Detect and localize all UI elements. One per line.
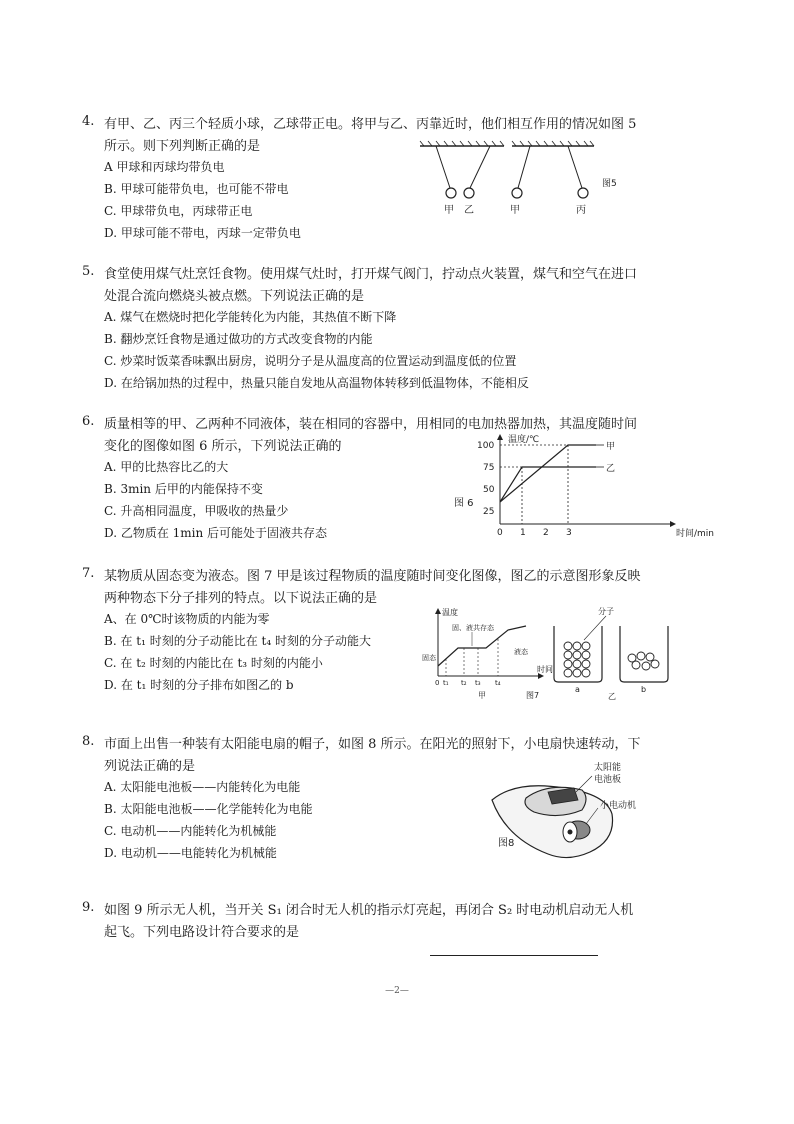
graph6-xtick-3: 3: [566, 528, 572, 537]
question-5-number: 5.: [82, 264, 95, 279]
question-9-line2: 起飞。下列电路设计符合要求的是: [104, 925, 300, 940]
graph7-xlabel: 时间: [537, 665, 553, 674]
graph7-t2: t₂: [461, 679, 467, 687]
question-7-line2: 两种物态下分子排列的特点。以下说法正确的是: [104, 591, 378, 606]
figure-8-label: 图8: [498, 838, 515, 849]
figure-6-temperature-graph: [450, 432, 730, 537]
question-5-option-a: A. 煤气在燃烧时把化学能转化为内能，其热值不断下降: [104, 310, 397, 324]
question-4-option-b: B. 甲球可能带负电，也可能不带电: [104, 182, 289, 196]
question-8-number: 8.: [82, 734, 95, 749]
question-6-line2: 变化的图像如图 6 所示，下列说法正确的: [104, 439, 342, 454]
figure-7-heating-curve: [422, 604, 562, 700]
question-6-option-b: B. 3min 后甲的内能保持不变: [104, 482, 263, 496]
figure-9-placeholder-line: [430, 955, 598, 956]
question-4-option-a: A 甲球和丙球均带负电: [104, 160, 225, 174]
ball-label-jia-1: 甲: [444, 205, 454, 216]
ball-yi-left: [464, 188, 474, 198]
question-8-option-c: C. 电动机——内能转化为机械能: [104, 824, 277, 838]
question-4-number: 4.: [82, 114, 95, 129]
ball-label-jia-2: 甲: [510, 205, 520, 216]
graph6-series-yi: 乙: [606, 464, 616, 474]
graph6-ytick-75: 75: [483, 463, 495, 473]
question-5-option-b: B. 翻炒烹饪食物是通过做功的方式改变食物的内能: [104, 332, 373, 346]
question-7-line1: 某物质从固态变为液态。图 7 甲是该过程物质的温度随时间变化图像，图乙的示意图形象反映: [104, 569, 641, 584]
question-6-line1: 质量相等的甲、乙两种不同液体，装在相同的容器中，用相同的电加热器加热，其温度随时间: [104, 417, 638, 432]
ball-bing-right: [578, 188, 588, 198]
question-7-option-a: A、在 0℃时该物质的内能为零: [104, 612, 270, 626]
graph7-curve: [438, 626, 526, 666]
question-9-number: 9.: [82, 900, 95, 915]
question-5-line2: 处混合流向燃烧头被点燃。下列说法正确的是: [104, 289, 365, 304]
graph6-ytick-100: 100: [477, 441, 495, 451]
figure-5-pendulums: [418, 140, 638, 220]
graph6-xtick-1: 1: [520, 528, 526, 537]
question-5-option-d: D. 在给锅加热的过程中，热量只能自发地从高温物体转移到低温物体，不能相反: [104, 376, 529, 390]
graph6-series-jia: 甲: [606, 442, 616, 452]
question-8-option-d: D. 电动机——电能转化为机械能: [104, 846, 277, 860]
question-8-option-b: B. 太阳能电池板——化学能转化为电能: [104, 802, 313, 816]
graph7-solid-label: 固态: [422, 654, 436, 662]
question-7-option-d: D. 在 t₁ 时刻的分子排布如图乙的 b: [104, 678, 294, 692]
solar-panel-label-1: 太阳能: [594, 763, 622, 773]
graph7-t4: t₄: [495, 679, 501, 687]
graph7-mixed-label: 固、液共存态: [452, 624, 494, 632]
question-7-option-b: B. 在 t₁ 时刻的分子动能比在 t₄ 时刻的分子动能大: [104, 634, 371, 648]
graph6-ylabel: 温度/℃: [508, 435, 540, 445]
motor-label: 小电动机: [600, 801, 637, 811]
graph7-liquid-label: 液态: [514, 648, 528, 656]
ball-label-bing: 丙: [576, 205, 586, 216]
beaker-b-label: b: [641, 685, 647, 694]
question-6-number: 6.: [82, 414, 95, 429]
figure-5-label: 图5: [602, 179, 617, 189]
graph6-ytick-25: 25: [483, 507, 495, 517]
graph7-origin: 0: [435, 679, 440, 687]
figure-7-label: 图7: [526, 691, 540, 700]
question-4-option-c: C. 甲球带负电，丙球带正电: [104, 204, 253, 218]
question-8-line1: 市面上出售一种装有太阳能电扇的帽子，如图 8 所示。在阳光的照射下，小电扇快速转动，下: [104, 737, 641, 752]
question-7-number: 7.: [82, 566, 95, 581]
question-4-option-d: D. 甲球可能不带电，丙球一定带负电: [104, 226, 301, 240]
question-6-option-d: D. 乙物质在 1min 后可能处于固液共存态: [104, 526, 328, 540]
graph6-line-jia: [500, 445, 596, 502]
graph7-ylabel: 温度: [442, 608, 458, 617]
figure-6-label: 图 6: [454, 498, 474, 509]
question-4-line1: 有甲、乙、丙三个轻质小球，乙球带正电。将甲与乙、丙靠近时，他们相互作用的情况如图 5: [104, 117, 637, 132]
ball-label-yi: 乙: [464, 205, 474, 216]
question-5-line1: 食堂使用煤气灶烹饪食物。使用煤气灶时，打开煤气阀门，拧动点火装置，煤气和空气在进口: [104, 267, 638, 282]
page-number: —2—: [385, 986, 409, 996]
ball-jia-right: [512, 188, 522, 198]
question-9-line1: 如图 9 所示无人机，当开关 S₁ 闭合时无人机的指示灯亮起，再闭合 S₂ 时电动机启动无人机: [104, 903, 634, 918]
graph7-t3: t₃: [475, 679, 481, 687]
graph6-ytick-50: 50: [483, 485, 495, 495]
question-6-option-a: A. 甲的比热容比乙的大: [104, 460, 229, 474]
question-8-line2: 列说法正确的是: [104, 759, 196, 774]
figure-8-solar-hat: [486, 758, 662, 864]
beaker-a-label: a: [575, 685, 580, 694]
question-4-line2: 所示。则下列判断正确的是: [104, 139, 261, 154]
graph6-line-yi: [500, 467, 596, 502]
ball-jia-left: [446, 188, 456, 198]
question-6-option-c: C. 升高相同温度，甲吸收的热量少: [104, 504, 289, 518]
question-7-option-c: C. 在 t₂ 时刻的内能比在 t₃ 时刻的内能小: [104, 656, 323, 670]
graph6-xtick-2: 2: [543, 528, 549, 537]
solar-panel-label-2: 电池板: [594, 775, 622, 785]
figure-7-sub-yi: 乙: [608, 692, 616, 700]
graph7-sub-jia: 甲: [478, 691, 486, 700]
graph6-xlabel: 时间/min: [676, 529, 715, 537]
beaker-molecule-label: 分子: [598, 607, 614, 616]
figure-7-beakers: [546, 604, 676, 700]
question-8-option-a: A. 太阳能电池板——内能转化为电能: [104, 780, 301, 794]
graph7-t1: t₁: [443, 679, 449, 687]
graph6-xtick-0: 0: [497, 528, 503, 537]
question-5-option-c: C. 炒菜时饭菜香味飘出厨房，说明分子是从温度高的位置运动到温度低的位置: [104, 354, 517, 368]
